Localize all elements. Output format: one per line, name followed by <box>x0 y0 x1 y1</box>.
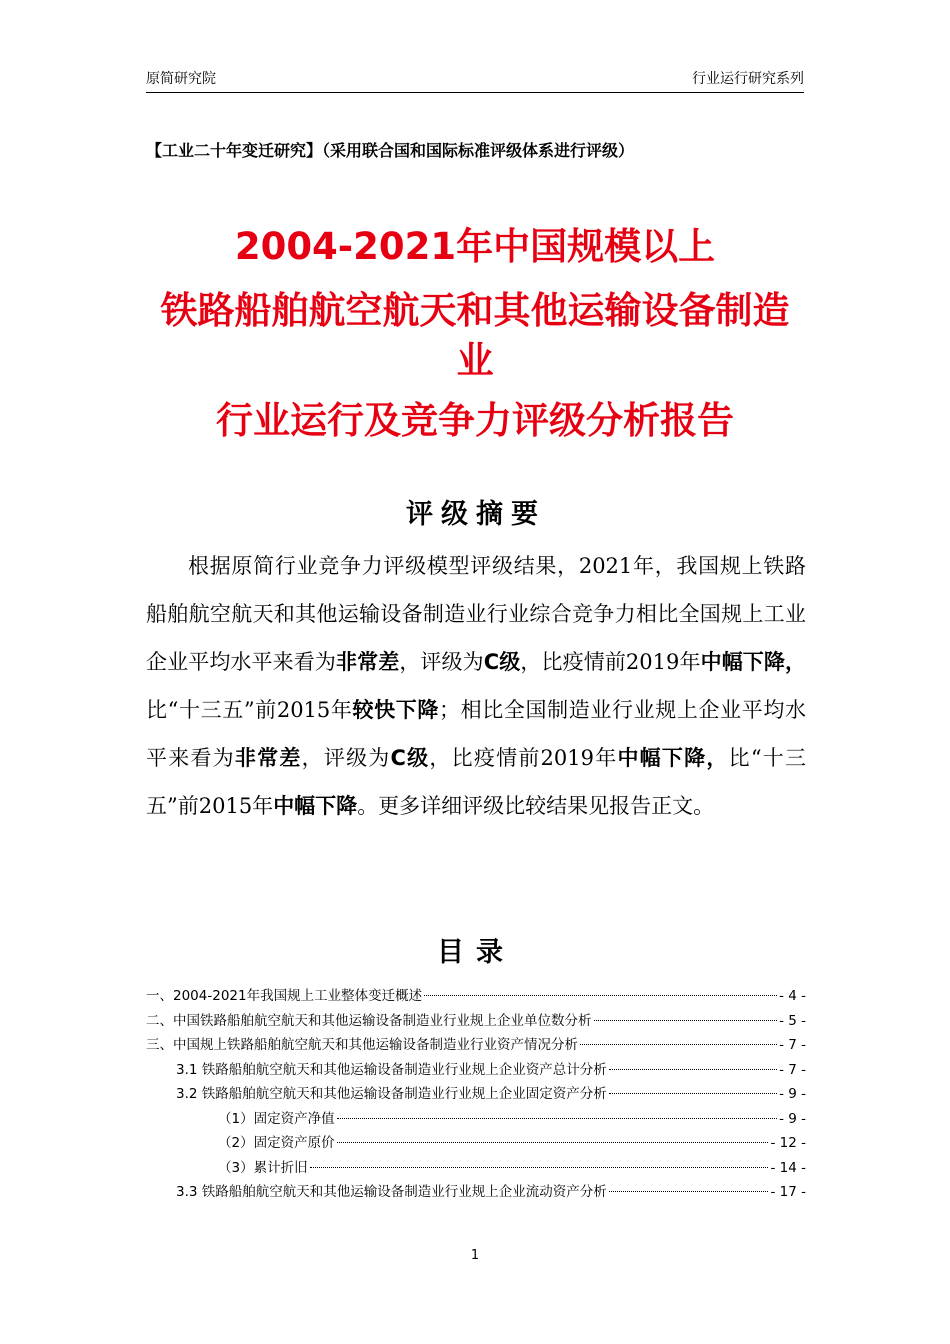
summary-text: 比“十三五”前2015年 <box>146 698 353 722</box>
toc-entry-page: - 7 - <box>779 1037 806 1053</box>
summary-emphasis: 非常差 <box>335 650 400 674</box>
summary-emphasis: C级 <box>483 650 521 674</box>
toc-entry-label: （2）固定资产原价 <box>218 1135 335 1151</box>
toc-entry[interactable] <box>146 1156 806 1181</box>
toc-entry[interactable] <box>146 984 806 1009</box>
header-left-text: 原简研究院 <box>146 71 216 87</box>
toc-entry-label: 二、中国铁路船舶航空航天和其他运输设备制造业行业规上企业单位数分析 <box>146 1012 592 1029</box>
toc-entry-label: （1）固定资产净值 <box>218 1110 335 1127</box>
toc-entry-label: 3.2 铁路船舶航空航天和其他运输设备制造业行业规上企业固定资产分析 <box>176 1086 607 1102</box>
toc-entry-page: - 9 - <box>779 1110 806 1127</box>
toc-leader-dots <box>337 1142 769 1143</box>
title-line-1: 2004-2021年中国规模以上 <box>234 225 716 268</box>
summary-text: 比“十三五”前2015年 <box>146 746 807 818</box>
toc-entry[interactable] <box>146 1107 806 1132</box>
header-right-text: 行业运行研究系列 <box>692 71 804 87</box>
summary-text: 根据原简行业竞争力评级模型评级结果，2021年，我国规上铁路船舶航空航天和其他运输设备制造业行业综合竞争力相比全国规上工业企业平均水平来看为 <box>146 554 806 674</box>
summary-emphasis: 中幅下降 <box>273 794 358 818</box>
summary-text: ；相比全国制造业行业规上企业平均水平来看为 <box>146 698 807 770</box>
page-header <box>146 66 804 93</box>
toc-leader-dots <box>609 1191 769 1192</box>
toc-entry[interactable] <box>146 1009 806 1034</box>
toc-leader-dots <box>337 1118 777 1119</box>
toc-leader-dots <box>580 1044 777 1045</box>
toc-entry-page: - 4 - <box>779 988 806 1004</box>
toc-entry-label: 3.1 铁路船舶航空航天和其他运输设备制造业行业规上企业资产总计分析 <box>176 1061 607 1078</box>
toc-entry-page: - 14 - <box>770 1159 806 1176</box>
toc-heading: 目录 <box>437 937 515 968</box>
toc-entry[interactable] <box>146 1131 806 1156</box>
summary-text: ，比疫情前2019年 <box>520 650 701 674</box>
toc-leader-dots <box>609 1069 777 1070</box>
toc-entry-page: - 7 - <box>779 1061 806 1078</box>
toc-entry-label: （3）累计折旧 <box>218 1159 308 1176</box>
summary-heading: 评级摘要 <box>406 499 546 530</box>
toc-entry-label: 三、中国规上铁路船舶航空航天和其他运输设备制造业行业资产情况分析 <box>146 1037 578 1053</box>
summary-emphasis: C级 <box>390 746 430 770</box>
summary-text: ，评级为 <box>399 650 484 674</box>
toc-leader-dots <box>424 995 777 996</box>
toc-leader-dots <box>310 1167 769 1168</box>
summary-emphasis: 较快下降 <box>352 698 440 722</box>
summary-emphasis: 非常差 <box>234 746 302 770</box>
summary-emphasis: 中幅下降， <box>700 650 807 674</box>
toc-entry[interactable] <box>146 1180 806 1205</box>
title-line-3: 业 <box>456 339 494 382</box>
toc-entry-page: - 17 - <box>770 1184 806 1200</box>
toc-entry-label: 一、2004-2021年我国规上工业整体变迁概述 <box>146 988 423 1004</box>
report-series-subtitle: 【工业二十年变迁研究】（采用联合国和国际标准评级体系进行评级） <box>146 141 635 160</box>
toc-leader-dots <box>594 1020 778 1021</box>
summary-text: ，比疫情前2019年 <box>429 746 618 770</box>
toc-entry[interactable] <box>146 1082 806 1107</box>
toc-leader-dots <box>609 1093 777 1094</box>
summary-emphasis: 中幅下降， <box>617 746 729 770</box>
summary-paragraph <box>146 542 806 830</box>
toc-entry-page: - 5 - <box>779 1012 806 1029</box>
toc-entry[interactable] <box>146 1058 806 1083</box>
toc-entry-label: 3.3 铁路船舶航空航天和其他运输设备制造业行业规上企业流动资产分析 <box>176 1184 607 1200</box>
page-number: 1 <box>470 1248 480 1263</box>
title-line-2: 铁路船舶航空航天和其他运输设备制造 <box>160 289 790 332</box>
toc-entry[interactable] <box>146 1033 806 1058</box>
title-line-4: 行业运行及竞争力评级分析报告 <box>216 399 734 442</box>
summary-text: 。更多详细评级比较结果见报告正文。 <box>357 794 715 818</box>
table-of-contents <box>146 984 806 1205</box>
toc-entry-page: - 9 - <box>779 1086 806 1102</box>
summary-text: ，评级为 <box>301 746 391 770</box>
toc-entry-page: - 12 - <box>770 1135 806 1151</box>
